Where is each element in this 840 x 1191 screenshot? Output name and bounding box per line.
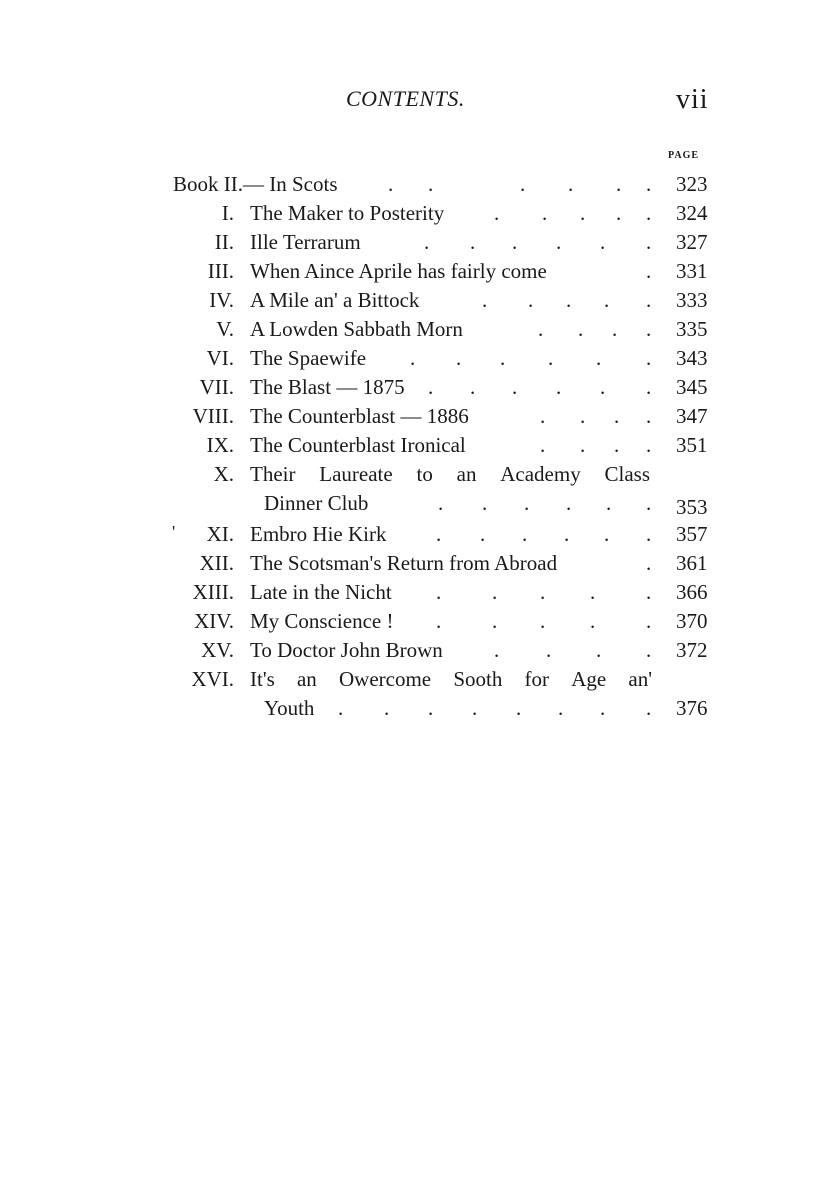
toc-page-number: 345 xyxy=(676,375,708,399)
toc-page-number: 347 xyxy=(676,404,708,428)
title-word: Academy xyxy=(500,462,581,486)
entry-numeral: V. xyxy=(216,317,234,341)
entry-title-line2: Dinner Club xyxy=(264,491,369,515)
entry-numeral: X. xyxy=(213,462,234,486)
entry-numeral: XVI. xyxy=(191,667,234,691)
entry-numeral: I. xyxy=(221,201,234,225)
entry-numeral: XIII. xyxy=(192,580,234,604)
title-word: Age xyxy=(571,667,607,691)
toc-page-number: 366 xyxy=(676,580,708,604)
toc-page-number: 327 xyxy=(676,230,708,254)
entry-title: A Mile an' a Bittock xyxy=(250,288,420,312)
entry-title: The Blast — 1875 xyxy=(250,375,405,399)
entry-title-line1 xyxy=(250,462,650,487)
toc-page-number: 361 xyxy=(676,551,708,575)
toc-page-number: 351 xyxy=(676,433,708,457)
toc-page-number: 324 xyxy=(676,201,708,225)
entry-numeral: VII. xyxy=(199,375,234,399)
entry-numeral: VI. xyxy=(206,346,234,370)
stray-printing-mark: ' xyxy=(172,522,176,542)
entry-title: To Doctor John Brown xyxy=(250,638,443,662)
toc-page-number: 335 xyxy=(676,317,708,341)
title-word: It's xyxy=(250,667,275,691)
title-word: Sooth xyxy=(453,667,503,691)
entry-title: The Maker to Posterity xyxy=(250,201,445,225)
entry-numeral: XV. xyxy=(201,638,234,662)
page-number: vii xyxy=(676,84,709,115)
toc-page-number: 353 xyxy=(676,495,708,519)
entry-title: Late in the Nicht xyxy=(250,580,392,604)
toc-page-number: 372 xyxy=(676,638,708,662)
entry-title: A Lowden Sabbath Morn xyxy=(250,317,463,341)
title-word: an xyxy=(296,667,317,691)
entry-numeral: II. xyxy=(214,230,234,254)
entry-numeral: IX. xyxy=(206,433,234,457)
entry-title: The Counterblast Ironical xyxy=(250,433,466,457)
title-word: Their xyxy=(250,462,296,486)
entry-title: When Aince Aprile has fairly come xyxy=(250,259,547,283)
toc-page-number: 357 xyxy=(676,522,708,546)
page-column-label: PAGE xyxy=(668,150,700,161)
entry-title: The Counterblast — 1886 xyxy=(250,404,469,428)
running-title: CONTENTS. xyxy=(346,86,465,111)
toc-page-number: 376 xyxy=(676,696,708,720)
entry-numeral: XIV. xyxy=(194,609,234,633)
book-heading-label: Book II.— In Scots xyxy=(173,172,338,196)
entry-numeral: VIII. xyxy=(192,404,234,428)
entry-title: The Scotsman's Return from Abroad xyxy=(250,551,558,575)
title-word: Class xyxy=(604,462,650,486)
title-word: an xyxy=(456,462,477,486)
entry-numeral: XI. xyxy=(206,522,234,546)
toc-page-number: 331 xyxy=(676,259,708,283)
toc-page-number: 370 xyxy=(676,609,708,633)
entry-title-line1 xyxy=(250,667,652,692)
entry-numeral: III. xyxy=(207,259,234,283)
title-word: to xyxy=(416,462,433,486)
entry-numeral: IV. xyxy=(209,288,234,312)
entry-numeral: XII. xyxy=(199,551,234,575)
entry-title: Embro Hie Kirk xyxy=(250,522,387,546)
toc-page-number: 333 xyxy=(676,288,708,312)
entry-title: Ille Terrarum xyxy=(250,230,361,254)
toc-page-number: 343 xyxy=(676,346,708,370)
entry-title: My Conscience ! xyxy=(250,609,394,633)
title-word: for xyxy=(524,667,550,691)
entry-title: The Spaewife xyxy=(250,346,367,370)
title-word: an' xyxy=(628,667,652,691)
title-word: Owercome xyxy=(339,667,432,691)
title-word: Laureate xyxy=(319,462,393,486)
entry-title-line2: Youth xyxy=(264,696,315,720)
toc-page-number: 323 xyxy=(676,172,708,196)
